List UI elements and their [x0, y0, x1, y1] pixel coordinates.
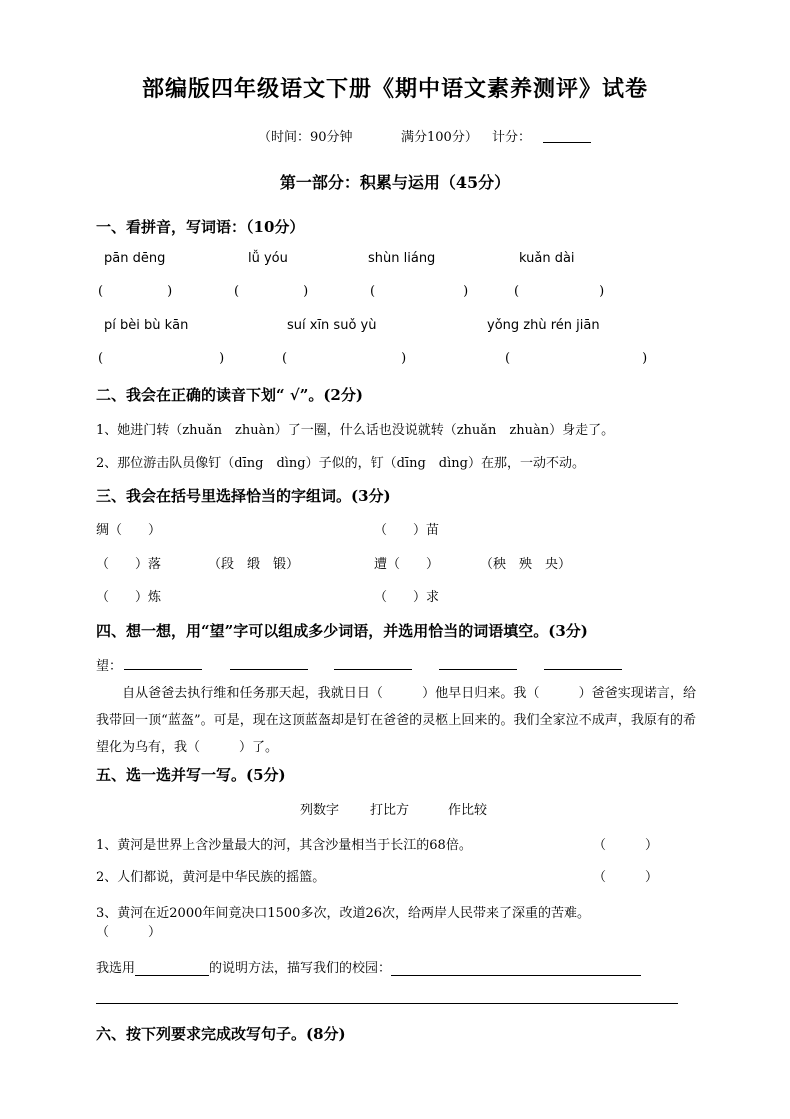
pinyin-5: pí bèi bù kān: [104, 318, 189, 333]
answer-box-4[interactable]: ( ): [514, 284, 605, 299]
wang-blank-2[interactable]: [230, 655, 308, 670]
pinyin-6: suí xīn suǒ yù: [287, 318, 377, 333]
page-title: 部编版四年级语文下册《期中语文素养测评》试卷: [141, 76, 648, 102]
section-3-title: 三、我会在括号里选择恰当的字组词。(3分): [96, 487, 391, 505]
option-2: 打比方: [370, 803, 410, 818]
s5-answer-1[interactable]: （ ）: [593, 838, 659, 853]
pinyin-1: pān dēng: [104, 251, 166, 266]
wang-label: 望：: [96, 659, 123, 674]
wang-blank-4[interactable]: [439, 655, 517, 670]
option-3: 作比较: [448, 803, 488, 818]
section-5-title: 五、选一选并写一写。(5分): [96, 766, 286, 784]
s3-item-a2[interactable]: （ ）苗: [374, 523, 440, 538]
answer-box-1[interactable]: ( ): [98, 284, 173, 299]
description-blank-2[interactable]: [96, 1003, 678, 1004]
s3-item-a1[interactable]: 绸（ ）: [96, 523, 162, 538]
answer-box-2[interactable]: ( ): [234, 284, 309, 299]
s3-item-c2[interactable]: （ ）求: [374, 590, 440, 605]
score-label: 计分：: [492, 130, 532, 145]
section-2-title: 二、我会在正确的读音下划“ √”。(2分): [96, 386, 363, 404]
pinyin-3: shùn liáng: [368, 251, 436, 266]
s3-item-b3[interactable]: 遭（ ）: [374, 557, 440, 572]
write-middle: 的说明方法，描写我们的校园：: [209, 961, 392, 976]
answer-box-3[interactable]: ( ): [370, 284, 469, 299]
write-prompt: [96, 957, 641, 976]
s5-question-1: 1、黄河是世界上含沙量最大的河，其含沙量相当于长江的68倍。: [96, 838, 472, 853]
section-6-title: 六、按下列要求完成改写句子。(8分): [96, 1025, 346, 1043]
answer-box-5[interactable]: ( ): [98, 351, 225, 366]
wang-blank-5[interactable]: [544, 655, 622, 670]
score-blank[interactable]: [543, 128, 591, 143]
s3-choices-2: （秧 殃 央）: [480, 557, 572, 572]
exam-time: （时间：90分钟: [258, 130, 353, 145]
section-4-title: 四、想一想，用“望”字可以组成多少词语，并选用恰当的词语填空。(3分): [96, 622, 588, 640]
description-blank-1[interactable]: [391, 961, 641, 976]
method-blank[interactable]: [135, 961, 209, 976]
pinyin-4: kuǎn dài: [519, 251, 575, 266]
s5-question-3: 3、黄河在近2000年间竟决口1500多次，改道26次，给两岸人民带来了深重的苦难。: [96, 906, 590, 921]
section-1-title: 一、看拼音，写词语：（10分）: [96, 218, 305, 236]
pinyin-7: yǒng zhù rén jiān: [487, 318, 600, 333]
s2-question-1: 1、她进门转（zhuǎn zhuàn）了一圈，什么话也没说就转（zhuǎn zhuàn）身走了。: [96, 423, 615, 438]
answer-box-6[interactable]: ( ): [282, 351, 407, 366]
option-1: 列数字: [300, 803, 340, 818]
exam-full-score: 满分100分）: [401, 130, 478, 145]
write-prefix: 我选用: [96, 961, 136, 976]
part-one-heading: 第一部分：积累与运用（45分）: [279, 173, 511, 192]
pinyin-2: lǚ yóu: [248, 251, 288, 266]
s5-answer-3[interactable]: （ ）: [96, 925, 162, 940]
s4-paragraph: 自从爸爸去执行维和任务那天起，我就日日（ ）他早日归来。我（ ）爸爸实现诺言，给我带回一顶“蓝盔”。可是，现在这顶蓝盔却是钉在爸爸的灵柩上回来的。我们全家泣不成声，我原有的希望化为乌有，我（ ）了。: [96, 686, 696, 755]
wang-blank-1[interactable]: [124, 655, 202, 670]
wang-blank-3[interactable]: [334, 655, 412, 670]
s3-item-b1[interactable]: （ ）落: [96, 557, 162, 572]
s5-question-2: 2、人们都说，黄河是中华民族的摇篮。: [96, 870, 326, 885]
s3-item-c1[interactable]: （ ）炼: [96, 590, 162, 605]
s5-answer-2[interactable]: （ ）: [593, 870, 659, 885]
s3-choices-1: （段 缎 锻）: [208, 557, 300, 572]
s2-question-2: 2、那位游击队员像钉（dīng dìng）子似的，钉（dīng dìng）在那，一动不动。: [96, 456, 585, 471]
answer-box-7[interactable]: ( ): [505, 351, 648, 366]
